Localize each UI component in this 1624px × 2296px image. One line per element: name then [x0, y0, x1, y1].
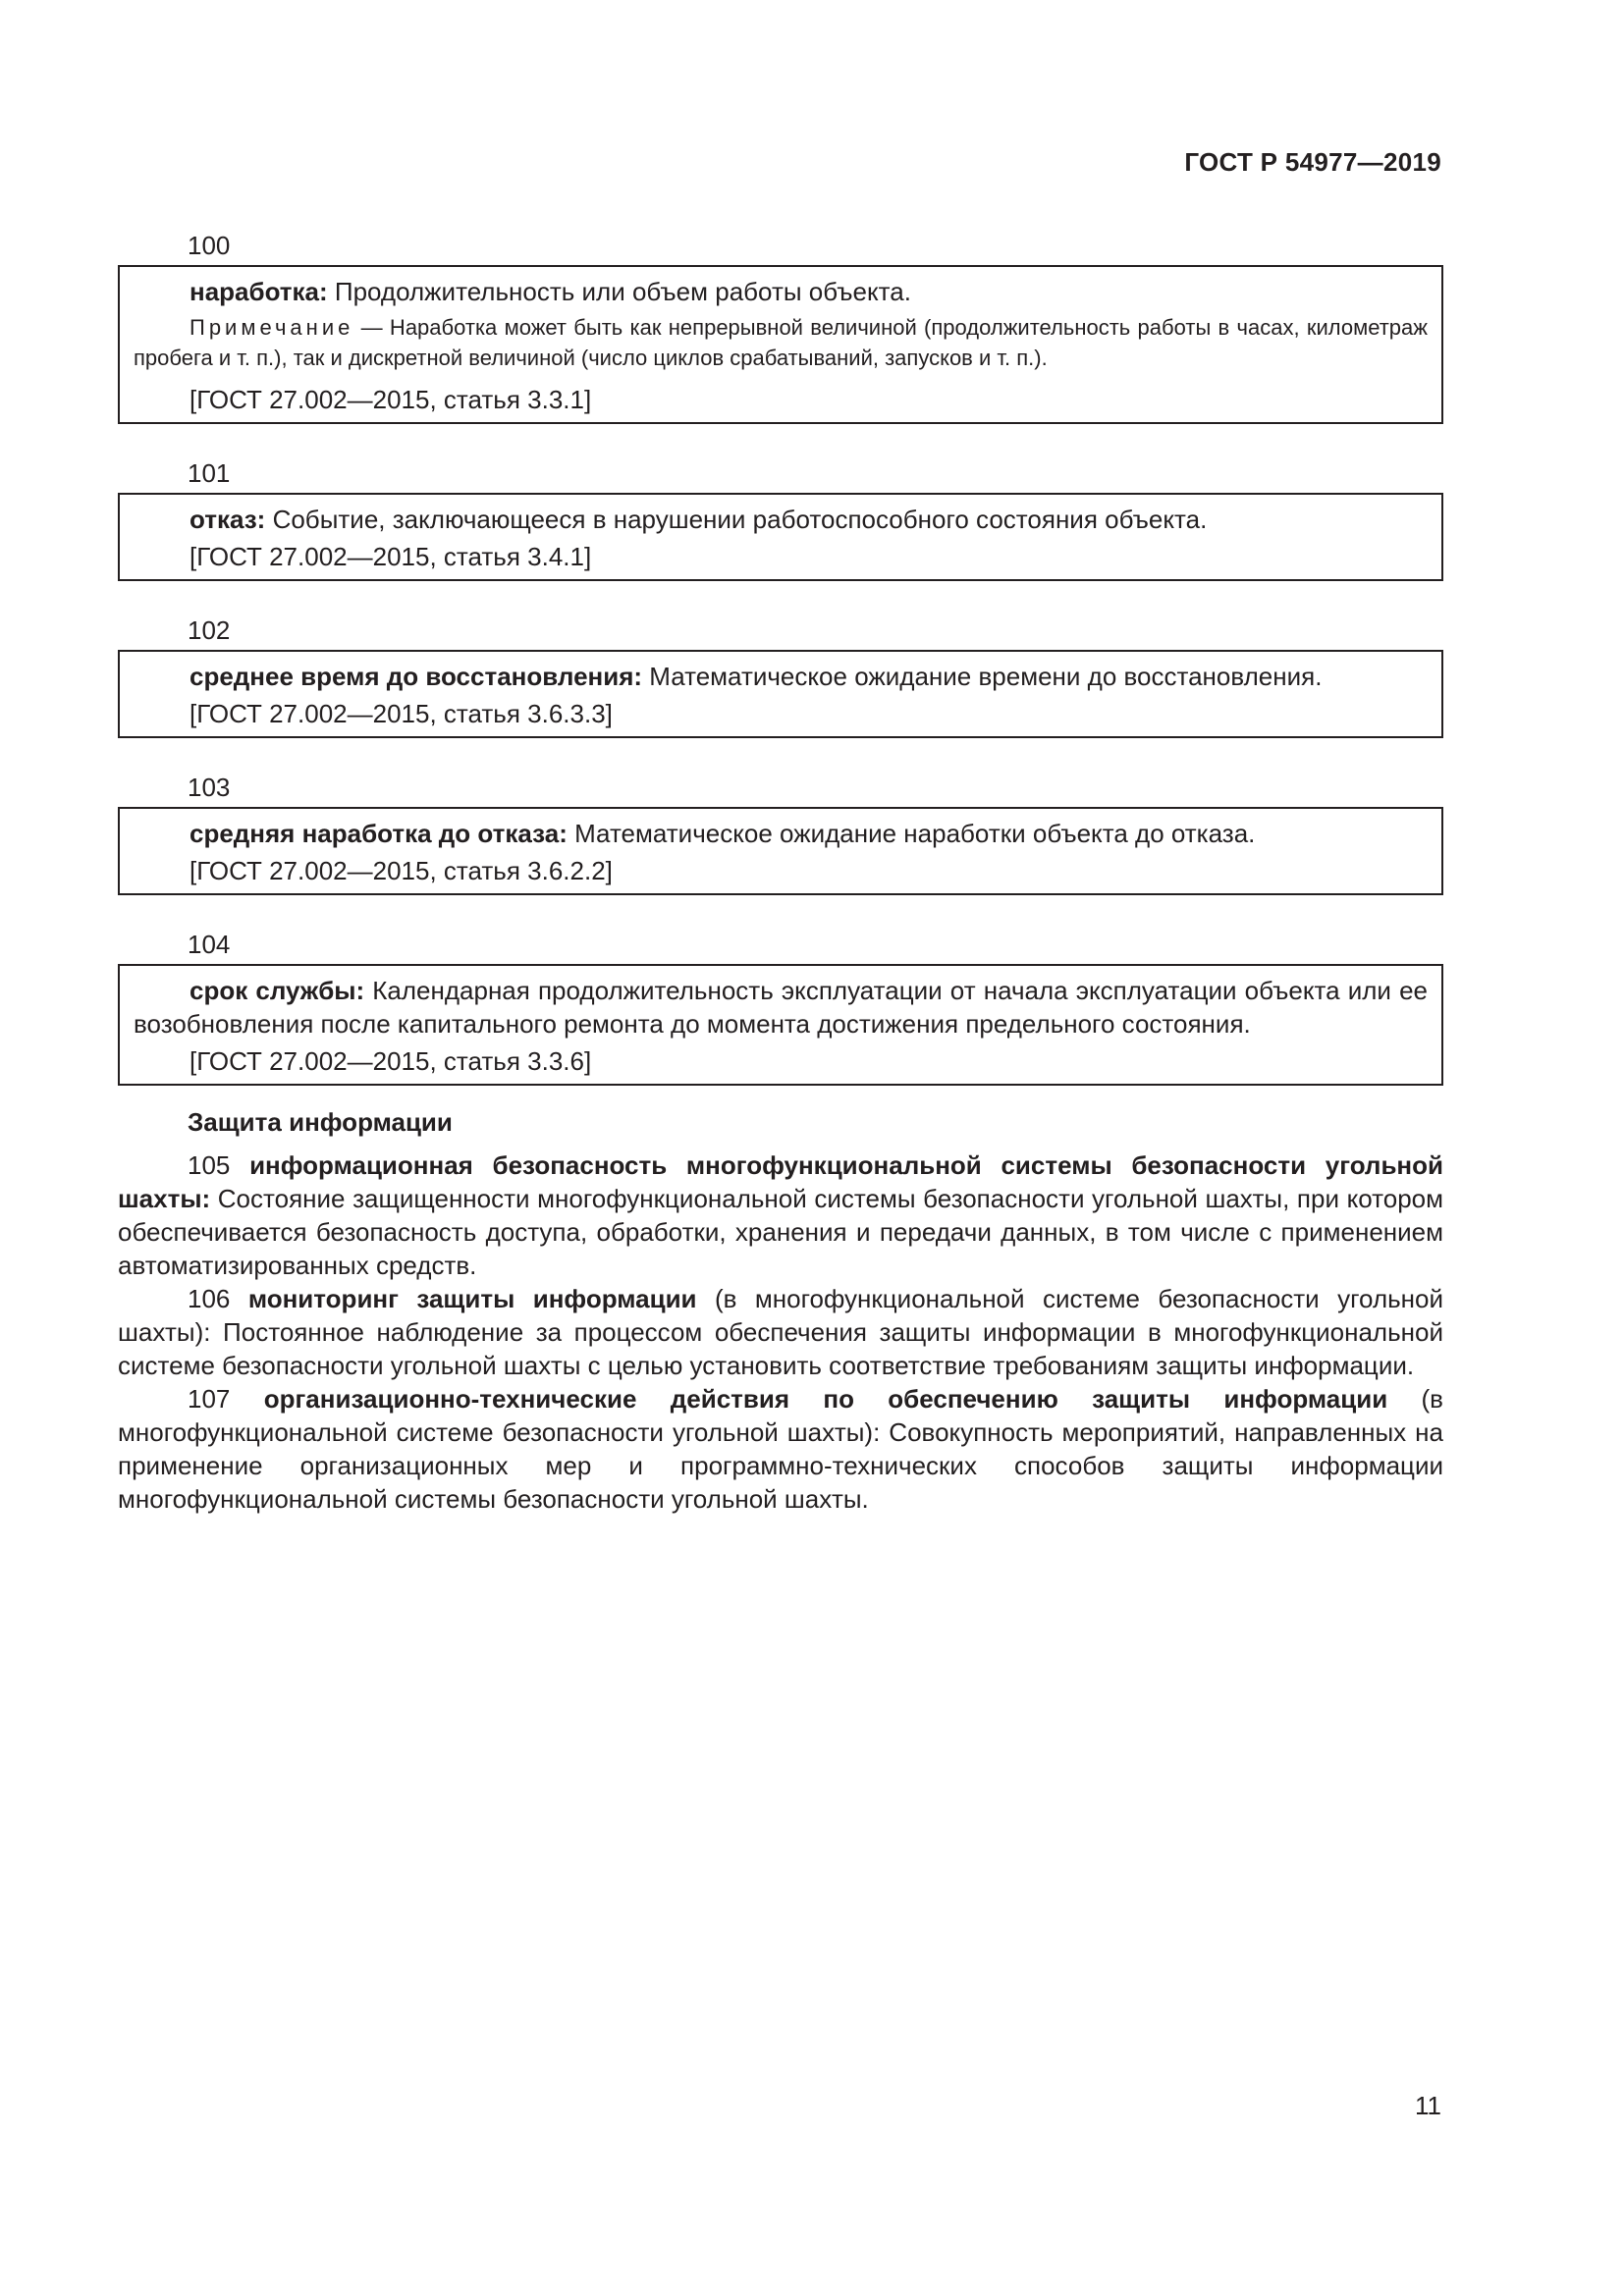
- page-number: 11: [1415, 2091, 1441, 2120]
- term-source: [ГОСТ 27.002—2015, статья 3.3.1]: [189, 385, 592, 414]
- term-definition-box: [118, 650, 1443, 738]
- document-code: ГОСТ Р 54977—2019: [1184, 147, 1441, 177]
- term-definition: [134, 503, 1428, 536]
- term-definition: [134, 974, 1428, 1041]
- term-text: Математическое ожидание наработки объекта до отказа.: [567, 819, 1256, 848]
- term-definition: [134, 660, 1428, 693]
- term-text: Календарная продолжительность эксплуатации от начала эксплуатации объекта или ее возобновления после капитального ремонта до момента достижения предельного состояния.: [134, 976, 1428, 1039]
- term-source: [ГОСТ 27.002—2015, статья 3.6.2.2]: [189, 856, 613, 885]
- term-number: 102: [188, 615, 231, 645]
- term-note: [134, 312, 1428, 373]
- term-definition: [134, 817, 1428, 850]
- term-number: 103: [188, 773, 231, 802]
- term-name: средняя наработка до отказа:: [189, 819, 568, 848]
- term-definition-box: [118, 265, 1443, 424]
- term-paragraph: [118, 1148, 1443, 1282]
- term-text: Состояние защищенности многофункциональной системы безопасности угольной шахты, при котором обеспечивается безопасность доступа, обработки, хранения и передачи данных, в том числе с применением автоматизированных средств.: [118, 1184, 1443, 1280]
- term-name: мониторинг защиты информации: [247, 1284, 697, 1313]
- term-name: наработка:: [189, 277, 328, 306]
- term-number: 101: [188, 458, 231, 488]
- term-definition-box: [118, 493, 1443, 581]
- term-definition: [134, 275, 1428, 308]
- term-source: [ГОСТ 27.002—2015, статья 3.3.6]: [189, 1046, 592, 1076]
- term-text: Продолжительность или объем работы объекта.: [327, 277, 911, 306]
- section-heading: Защита информации: [188, 1107, 453, 1137]
- term-number: 104: [188, 930, 231, 959]
- term-source: [ГОСТ 27.002—2015, статья 3.6.3.3]: [189, 699, 613, 728]
- term-definition-box: [118, 807, 1443, 895]
- note-label: Примечание: [189, 315, 354, 340]
- page-content: [118, 226, 1443, 1516]
- term-paragraph: [118, 1282, 1443, 1382]
- term-name: среднее время до восстановления:: [189, 662, 643, 691]
- term-paragraph: [118, 1382, 1443, 1516]
- term-qualifier: (в многофункциональной системе безопасности угольной шахты):: [118, 1284, 1444, 1347]
- term-number: 100: [188, 231, 231, 260]
- term-name: отказ:: [189, 505, 266, 534]
- term-number: 105: [188, 1150, 250, 1180]
- term-number: 106: [188, 1284, 248, 1313]
- term-name: информационная безопасность многофункциональной системы безопасности угольной шахты:: [118, 1150, 1443, 1213]
- term-definition-box: [118, 964, 1443, 1086]
- term-number: 107: [188, 1384, 264, 1414]
- note-text: — Наработка может быть как непрерывной величиной (продолжительность работы в часах, километраж пробега и т. п.), так и дискретной величиной (число циклов срабатываний, запусков и т. п.).: [134, 315, 1428, 370]
- term-text: Постоянное наблюдение за процессом обеспечения защиты информации в многофункциональной системе безопасности угольной шахты с целью установить соответствие требованиям защиты информации.: [118, 1317, 1443, 1380]
- term-qualifier: (в многофункциональной системе безопасности угольной шахты):: [118, 1384, 1443, 1447]
- term-name: срок службы:: [189, 976, 365, 1005]
- term-source: [ГОСТ 27.002—2015, статья 3.4.1]: [189, 542, 592, 571]
- term-text: Математическое ожидание времени до восстановления.: [642, 662, 1323, 691]
- term-name: организационно-технические действия по обеспечению защиты информации: [263, 1384, 1388, 1414]
- term-text: Событие, заключающееся в нарушении работоспособного состояния объекта.: [265, 505, 1208, 534]
- term-text: Совокупность мероприятий, направленных на применение организационных мер и программно-технических способов защиты информации многофункциональной системы безопасности угольной шахты.: [118, 1417, 1443, 1514]
